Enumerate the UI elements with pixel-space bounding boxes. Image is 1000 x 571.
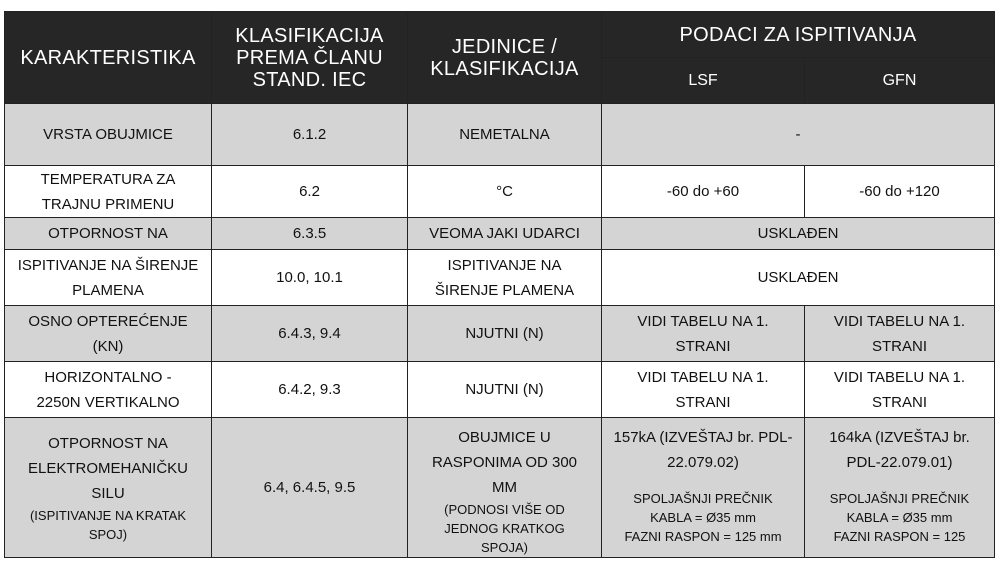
- cell-text: KARAKTERISTIKA: [20, 46, 196, 69]
- cell-jedinice: [408, 418, 602, 558]
- cell-text: (PODNOSI VIŠE OD: [444, 502, 565, 517]
- cell-lsf: [602, 362, 805, 418]
- cell-jedinice: [408, 250, 602, 306]
- cell-klasifikacija: 6.2: [212, 166, 408, 218]
- cell-lsf: [602, 306, 805, 362]
- cell-text: (ISPITIVANJE NA KRATAK: [29, 508, 187, 523]
- table-row: [5, 306, 995, 362]
- cell-text: TEMPERATURA ZA: [40, 170, 176, 188]
- cell-jedinice: [408, 306, 602, 362]
- cell-podaci: -: [602, 104, 995, 166]
- table-row: [5, 418, 995, 558]
- cell-podaci: USKLAĐEN: [602, 218, 995, 250]
- header-jedinice: [408, 12, 602, 104]
- cell-text: 22.079.02): [667, 454, 739, 471]
- cell-text: STRANI: [871, 337, 927, 355]
- cell-gfn: [805, 166, 995, 218]
- cell-text: (KN): [92, 337, 124, 355]
- cell-klasifikacija: 6.1.2: [212, 104, 408, 166]
- header-gfn: GFN: [805, 58, 995, 104]
- cell-text: STRANI: [871, 393, 927, 411]
- cell-text: -60 do +60: [666, 183, 740, 200]
- cell-text: 157kA (IZVEŠTAJ br. PDL-: [613, 429, 793, 446]
- header-karakteristika: [5, 12, 212, 104]
- header-klasifikacija: [212, 12, 408, 104]
- characteristics-table: [4, 11, 995, 558]
- cell-text: VIDI TABELU NA 1.: [833, 312, 966, 330]
- cell-text: VEOMA JAKI UDARCI: [429, 225, 580, 242]
- cell-text: SPOJA): [481, 540, 528, 555]
- cell-text: FAZNI RASPON = 125 mm: [624, 529, 782, 544]
- cell-text: TRAJNU PRIMENU: [41, 195, 175, 213]
- cell-klasifikacija: 10.0, 10.1: [212, 250, 408, 306]
- cell-jedinice: [408, 104, 602, 166]
- cell-text: KLASIFIKACIJA: [430, 57, 579, 80]
- cell-text: °C: [496, 183, 513, 200]
- cell-karakteristika: [5, 104, 212, 166]
- cell-text: KABLA = Ø35 mm: [846, 510, 953, 525]
- cell-text: KABLA = Ø35 mm: [650, 510, 756, 525]
- cell-gfn: [805, 362, 995, 418]
- cell-text: VRSTA OBUJMICE: [43, 126, 173, 143]
- cell-text: STRANI: [675, 337, 731, 355]
- cell-klasifikacija: 6.4.3, 9.4: [212, 306, 408, 362]
- cell-podaci: USKLAĐEN: [602, 250, 995, 306]
- cell-text: ELEKTROMEHANIČKU: [27, 460, 189, 477]
- cell-text: NJUTNI (N): [465, 325, 544, 342]
- cell-text: SPOLJAŠNJI PREČNIK: [633, 491, 773, 506]
- cell-text: ISPITIVANJE NA ŠIRENJE: [17, 256, 199, 274]
- cell-text: SILU: [91, 485, 125, 502]
- cell-lsf: [602, 166, 805, 218]
- cell-jedinice: [408, 166, 602, 218]
- cell-text: JEDINICE /: [451, 35, 558, 58]
- cell-text: HORIZONTALNO -: [44, 368, 172, 386]
- cell-text: MM: [492, 479, 517, 496]
- table-row: [5, 166, 995, 218]
- cell-text: OTPORNOST NA: [48, 225, 168, 242]
- cell-text: VIDI TABELU NA 1.: [637, 368, 769, 386]
- cell-text: STRANI: [675, 393, 731, 411]
- cell-text: NEMETALNA: [459, 126, 550, 143]
- cell-text: -60 do +120: [859, 183, 940, 200]
- table-row: [5, 218, 995, 250]
- cell-text: PREMA ČLANU: [236, 46, 383, 69]
- cell-text: PDL-22.079.01): [846, 454, 953, 471]
- cell-text: KLASIFIKACIJA: [235, 24, 384, 47]
- cell-text: SPOLJAŠNJI PREČNIK: [829, 491, 970, 506]
- cell-text: PLAMENA: [72, 281, 144, 299]
- cell-gfn: [805, 418, 995, 558]
- table-row: [5, 104, 995, 166]
- cell-text: SPOJ): [88, 527, 128, 542]
- cell-text: ŠIRENJE PLAMENA: [434, 281, 575, 299]
- cell-gfn: [805, 306, 995, 362]
- cell-jedinice: [408, 218, 602, 250]
- cell-lsf: [602, 418, 805, 558]
- cell-text: STAND. IEC: [252, 68, 367, 91]
- cell-karakteristika: [5, 362, 212, 418]
- cell-text: JEDNOG KRATKOG: [444, 521, 565, 536]
- cell-klasifikacija: 6.3.5: [212, 218, 408, 250]
- cell-karakteristika: [5, 250, 212, 306]
- cell-karakteristika: [5, 418, 212, 558]
- cell-text: 2250N VERTIKALNO: [36, 393, 180, 411]
- cell-text: OBUJMICE U: [458, 429, 551, 446]
- cell-text: RASPONIMA OD 300: [431, 454, 578, 471]
- cell-karakteristika: [5, 166, 212, 218]
- header-lsf: LSF: [602, 58, 805, 104]
- cell-text: NJUTNI (N): [465, 381, 544, 398]
- table-row: [5, 362, 995, 418]
- cell-karakteristika: [5, 306, 212, 362]
- cell-klasifikacija: 6.4, 6.4.5, 9.5: [212, 418, 408, 558]
- header-podaci: PODACI ZA ISPITIVANJA: [602, 12, 995, 58]
- cell-karakteristika: [5, 218, 212, 250]
- cell-text: ISPITIVANJE NA: [447, 256, 562, 274]
- cell-text: FAZNI RASPON = 125: [833, 529, 966, 544]
- table-row: [5, 250, 995, 306]
- cell-text: OSNO OPTEREĆENJE: [28, 312, 188, 330]
- cell-text: VIDI TABELU NA 1.: [833, 368, 966, 386]
- cell-text: 164kA (IZVEŠTAJ br.: [829, 429, 970, 446]
- cell-text: OTPORNOST NA: [48, 435, 168, 452]
- cell-jedinice: [408, 362, 602, 418]
- cell-text: VIDI TABELU NA 1.: [637, 312, 769, 330]
- cell-klasifikacija: 6.4.2, 9.3: [212, 362, 408, 418]
